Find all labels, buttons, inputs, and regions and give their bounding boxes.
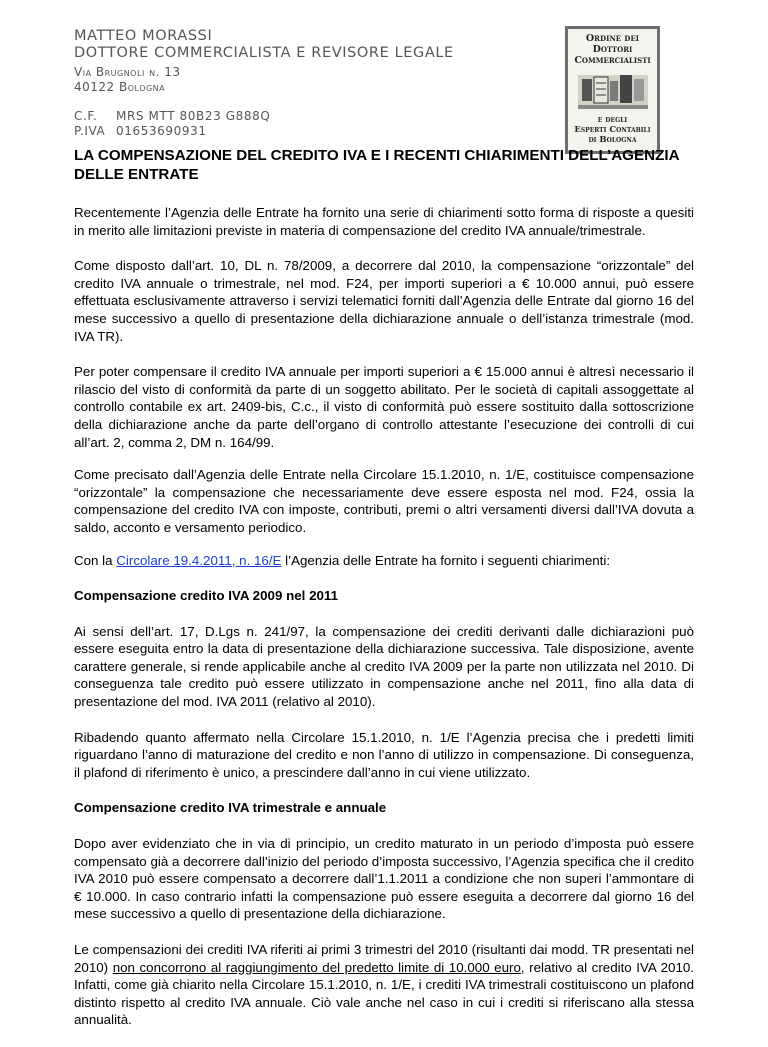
- paragraph-legal-basis: Come disposto dall’art. 10, DL n. 78/2009, a decorrere dal 2010, la compensazione “orizzontale” del credito IVA annuale o trimestrale, nel mod. F24, per importi superiori a € 10.000 annui, può essere effettuata esclusivamente attraverso i servizi telematici forniti dall’Agenzia delle Entrate dal giorno 16 del mese successivo a quello di presentazione della dichiarazione annuale o dell’istanza trimestrale (mod. IVA TR).: [74, 258, 694, 344]
- order-logo: [565, 26, 660, 154]
- vat-number-label: P.IVA: [74, 124, 106, 138]
- underlined-limit-text: non concorrono al raggiungimento del predetto limite di 10.000 euro: [112, 959, 521, 975]
- logo-emblem-icon: [578, 69, 648, 111]
- vat-number-value: 01653690931: [116, 124, 207, 138]
- circolare-link[interactable]: Circolare 19.4.2011, n. 16/E: [116, 552, 282, 568]
- vat-number-line: [74, 124, 534, 139]
- address-city: 40122 Bologna: [74, 80, 166, 94]
- document-title: LA COMPENSAZIONE DEL CREDITO IVA E I RECENTI CHIARIMENTI DELL’AGENZIA DELLE ENTRATE: [74, 147, 679, 183]
- paragraph-trimestri: Le compensazioni dei crediti IVA riferiti ai primi 3 trimestri del 2010 (risultanti dai modd. TR presentati nel 2010) non concorrono al raggiungimento del predetto limite di 10.000 euro, relativo al credito IVA 2010. Infatti, come già chiarito nella Circolare 15.1.2010, n. 1/E, i crediti IVA trimestrali costituiscono un plafond distinto rispetto al credito IVA annuale. Ciò vale anche nel caso in cui i crediti si riferiscano alla stessa annualità.: [74, 942, 694, 1028]
- document-body: [74, 146, 694, 1047]
- tax-code-line: [74, 109, 534, 124]
- paragraph-circolare: Con la Circolare 19.4.2011, n. 16/E l’Agenzia delle Entrate ha fornito i seguenti chiarimenti:: [74, 552, 611, 568]
- tax-code-value: MRS MTT 80B23 G888Q: [116, 109, 271, 123]
- paragraph-intro: Recentemente l’Agenzia delle Entrate ha fornito una serie di chiarimenti sotto forma di risposte a quesiti in merito alle limitazioni previste in materia di compensazione del credito IVA annuale/trimestrale.: [74, 205, 694, 238]
- paragraph-limiti: Ribadendo quanto affermato nella Circolare 15.1.2010, n. 1/E l’Agenzia precisa che i predetti limiti riguardano l’anno di maturazione del credito e non l’anno di utilizzo in compensazione. Di conseguenza, il plafond di riferimento è unico, a prescindere dall’anno in cui viene utilizzato.: [74, 729, 694, 780]
- tax-code-label: C.F.: [74, 109, 98, 123]
- paragraph-compensazione-orizzontale: Come precisato dall’Agenzia delle Entrate nella Circolare 15.1.2010, n. 1/E, costituisce compensazione “orizzontale” la compensazione che necessariamente deve essere esposta nel mod. F24, ossia la compensazione del credito IVA con imposte, contributi, premi o altri versamenti diversi dall’IVA dovuta a saldo, acconto e versamento periodico.: [74, 467, 694, 535]
- paragraph-visto-conformita: Per poter compensare il credito IVA annuale per importi superiori a € 15.000 annui è altresì necessario il rilascio del visto di conformità da parte di un soggetto abilitato. Per le società di capitali assoggettate al controllo contabile ex art. 2409-bis, C.c., il visto di conformità può essere sostituito dalla sottoscrizione della dichiarazione anche da parte dell’organo di controllo attestante l’esecuzione dei controlli di cui all’art. 2, comma 2, DM n. 164/99.: [74, 364, 694, 450]
- paragraph-credito-2009: Ai sensi dell’art. 17, D.Lgs n. 241/97, la compensazione dei crediti derivanti dalle dichiarazioni può essere eseguita entro la data di presentazione della dichiarazione successiva. Tale disposizione, avente carattere generale, si rende applicabile anche al credito IVA 2009 per la parte non utilizzata nel 2010. Di conseguenza tale credito può essere utilizzato in compensazione anche nel 2011, fino alla data di presentazione del mod. IVA 2011 (relativo al 2010).: [74, 623, 694, 710]
- paragraph-credito-2010: Dopo aver evidenziato che in via di principio, un credito maturato in un periodo d’imposta può essere compensato già a decorrere dall’inizio del periodo d’imposta successivo, l’Agenzia specifica che il credito IVA 2010 può essere compensato a decorrere dall’1.1.2011 a condizione che non superi l’ammontare di € 10.000. In caso contrario infatti la compensazione può essere eseguita a decorrere dal giorno 16 del mese successivo a quello di presentazione della dichiarazione.: [74, 836, 694, 922]
- author-name: MATTEO MORASSI: [74, 28, 213, 44]
- section-heading-trimestrale: Compensazione credito IVA trimestrale e annuale: [74, 800, 387, 816]
- section-heading-2009: Compensazione credito IVA 2009 nel 2011: [74, 588, 339, 604]
- address-street: Via Brugnoli n. 13: [74, 65, 181, 79]
- letterhead: [74, 28, 534, 139]
- author-title: DOTTORE COMMERCIALISTA E REVISORE LEGALE: [74, 45, 454, 61]
- logo-text-bottom: e degli Esperti Contabili di Bologna: [574, 115, 651, 145]
- logo-text-top: Ordine dei Dottori Commercialisti: [574, 33, 651, 66]
